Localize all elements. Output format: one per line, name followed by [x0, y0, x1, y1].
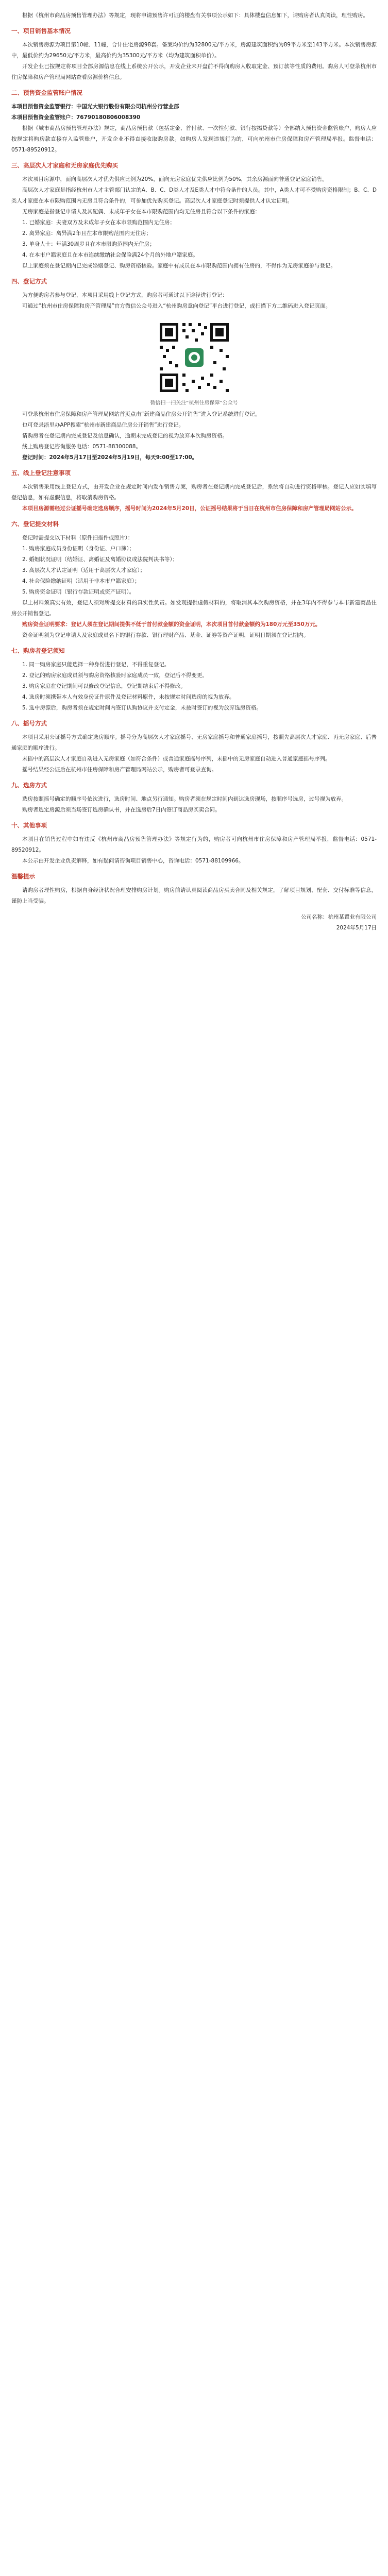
section-6-para-3: 资金证明须为登记申请人及家庭成员名下的银行存款、银行理财产品、基金、证券等资产证明，证明日期须在登记期内。 [22, 632, 309, 638]
list-item: 2. 离异家庭：离异满2年且在本市限购范围内无住房； [22, 230, 152, 236]
section-1-para-1: 本次销售房源为项目第10幢、11幢，合计住宅房源98套。备案均价约为32800元/平方米，房源建筑面积约为89平方米至143平方米。本次销售房源中，最低价约为29650元/平方米，最高价约为35300元/平方米（均为建筑面积单价）。 [11, 42, 377, 59]
list-item: 2. 婚姻状况证明（结婚证、离婚证及离婚协议或法院判决书等）； [22, 556, 178, 563]
section-4-para-1: 为方便购房者参与登记，本项目采用线上登记方式，购房者可通过以下途径进行登记： [22, 292, 228, 298]
section-6-para-1: 登记时需提交以下材料（原件扫描件或照片）： [22, 535, 133, 541]
company-name: 公司名称：杭州某置业有限公司 [301, 914, 377, 920]
intro-paragraph: 根据《杭州市商品房预售管理办法》等规定，现将申请预售许可证的楼盘有关事项公示如下：具体楼盘信息如下，请购房者认真阅读，理性购房。 [22, 12, 368, 19]
list-item: 1. 购房家庭成员身份证明（身份证、户口簿）； [22, 546, 135, 552]
section-6-list [11, 544, 377, 598]
list-item: 4. 在本市户籍家庭且在本市连续缴纳社会保险满24个月的外地户籍家庭。 [22, 252, 198, 258]
section-3-list [11, 217, 377, 261]
section-7-para-3: 3. 购房家庭在登记期间可以修改登记信息，登记期结束后不得修改。 [22, 683, 186, 689]
section-2-title: 二、预售资金监管账户情况 [11, 89, 82, 96]
section-6-para-2: 以上材料须真实有效，登记人须对所提交材料的真实性负责。如发现提供虚假材料的，将取消其本次购房资格，并在3年内不得参与本市新建商品住房公开销售登记。 [11, 600, 377, 617]
section-7-para-1: 1. 同一购房家庭只能选择一种身份进行登记，不得重复登记。 [22, 662, 170, 668]
section-9-title: 九、选房方式 [11, 782, 47, 789]
list-item: 1. 已婚家庭：夫妻双方及未成年子女在本市限购范围内无住房； [22, 219, 175, 226]
qr-caption: 微信扫一扫关注“杭州住房保障”公众号 [150, 400, 238, 406]
section-5-para-1: 本次销售采用线上登记方式，由开发企业在规定时间内发布销售方案，购房者在登记期内完成登记后，系统将自动进行资格审核。登记人应如实填写登记信息，如有虚假信息，将取消购房资格。 [11, 484, 377, 501]
list-item: 4. 社会保险缴纳证明（适用于非本市户籍家庭）； [22, 578, 140, 584]
section-11-para-1: 请购房者理性购房，根据自身经济状况合理安排购房计划。购房前请认真阅读商品房买卖合同及相关规定，了解项目规划、配套、交付标准等信息，谨防上当受骗。 [11, 887, 377, 904]
section-4b-para-1: 可登录杭州市住房保障和房产管理局网站首页点击“新建商品住房公开销售”进入登记系统进行登记。 [22, 411, 261, 417]
section-9-para-2: 购房者选定房源后须当场签订选房确认书，并在选房后7日内签订商品房买卖合同。 [22, 807, 221, 813]
section-2-para-1: 根据《城市商品房预售管理办法》规定，商品房预售款（包括定金、首付款、一次性付款、银行按揭贷款等）全部纳入预售资金监管账户，购房人应按规定将购房款直接存入监管账户，开发企业不得直接收取购房款。如购房人发现违规行为的，可向杭州市住房保障和房产管理局举报。监督电话：0571-89520912。 [11, 125, 377, 153]
section-10-para-2: 本公示由开发企业负责解释，如有疑问请咨询项目销售中心，咨询电话：0571-88109966。 [22, 858, 244, 864]
registration-time: 登记时间：2024年5月17日至2024年5月19日，每天9:00至17:00。 [22, 454, 198, 461]
section-5-highlight: 本项目房源需经过公证摇号确定选房顺序，摇号时间为2024年5月20日，公证摇号结果将于当日在杭州市住房保障和房产管理局网站公示。 [22, 505, 357, 512]
section-7-title: 七、购房者登记须知 [11, 647, 65, 654]
section-4b-para-4: 线上购房登记咨询服务电话：0571-88300088。 [22, 444, 141, 450]
publish-date: 2024年5月17日 [336, 925, 377, 931]
section-4-title: 四、登记方式 [11, 278, 47, 285]
section-1-title: 一、项目销售基本情况 [11, 27, 71, 35]
supervision-account: 本项目预售资金监管账户：76790180806008390 [11, 114, 141, 121]
section-4b-para-2: 也可登录浙里办APP搜索“杭州市新建商品住房公开销售”进行登记。 [22, 422, 184, 428]
list-item: 3. 单身人士：年满30周岁且在本市限购范围内无住房； [22, 241, 155, 247]
section-8-para-3: 摇号结果经公证后在杭州市住房保障和房产管理局网站公示，购房者可登录查询。 [22, 767, 217, 773]
section-3-title: 三、高层次人才家庭和无房家庭优先购买 [11, 162, 118, 169]
qr-code-block [11, 319, 377, 406]
list-item: 3. 高层次人才认定证明（适用于高层次人才家庭）； [22, 567, 146, 573]
section-4-para-2: 可通过“杭州市住房保障和房产管理局”官方微信公众号进入“杭州购房意向登记”平台进行登记，或扫描下方二维码进入登记页面。 [22, 303, 331, 309]
section-8-para-2: 未摇中的高层次人才家庭自动进入无房家庭（如符合条件）或普通家庭摇号序列，未摇中的无房家庭自动进入普通家庭摇号序列。 [22, 756, 331, 762]
section-6-highlight: 购房资金证明要求：登记人须在登记期间提供不低于首付款金额的资金证明，本次项目首付款金额约为180万元至350万元。 [22, 621, 321, 628]
section-7-para-2: 2. 登记的购房家庭成员须与购房资格核验时家庭成员一致，登记后不得变更。 [22, 672, 208, 679]
qr-code-image[interactable] [156, 319, 233, 396]
section-3-para-2: 高层次人才家庭是指经杭州市人才主管部门认定的A、B、C、D类人才及E类人才中符合条件的人员。其中，A类人才可不受购房资格限制；B、C、D类人才家庭在本市限购范围内无房且符合条件的，可参加优先购买登记。高层次人才家庭登记时须提供人才认定证明。 [11, 187, 377, 204]
section-3-para-3: 无房家庭是指登记申请人及其配偶、未成年子女在本市限购范围内均无住房且符合以下条件的家庭： [22, 209, 260, 215]
section-1-para-2: 开发企业已按规定将项目全部房源信息在线上系统公开公示，开发企业未开盘前不得向购房人收取定金、预订款等性质的费用。购房人可登录杭州市住房保障和房产管理局网站查看房源价格信息。 [11, 63, 377, 80]
section-8-para-1: 本项目采用公证摇号方式确定选房顺序。摇号分为高层次人才家庭摇号、无房家庭摇号和普通家庭摇号，按照先高层次人才家庭、再无房家庭、后普通家庭的顺序进行。 [11, 734, 377, 751]
section-3-para-1: 本次项目房源中，面向高层次人才优先供应比例为20%，面向无房家庭优先供应比例为50%，其余房源面向普通登记家庭销售。 [22, 176, 328, 182]
section-10-para-1: 本项目在销售过程中如有违反《杭州市商品房预售管理办法》等规定行为的，购房者可向杭州市住房保障和房产管理局举报，监督电话：0571-89520912。 [11, 836, 377, 853]
section-11-title: 温馨提示 [11, 873, 35, 880]
list-item: 5. 购房资金证明（银行存款证明或资产证明）。 [22, 589, 135, 595]
section-5-title: 五、线上登记注意事项 [11, 469, 71, 477]
section-7-para-5: 5. 选中房源后，购房者须在规定时间内签订认购协议并支付定金，未按时签订的视为放弃选房资格。 [22, 705, 262, 711]
footer-signature [11, 912, 377, 934]
section-6-title: 六、登记提交材料 [11, 520, 59, 528]
section-9-para-1: 选房按照摇号确定的顺序号依次进行，选房时间、地点另行通知。购房者须在规定时间内到达选房现场，按顺序号选房，过号视为放弃。 [22, 796, 347, 802]
section-3-para-4: 以上家庭须在登记期内已完成婚姻登记、购房资格核验。家庭中有成员在本市限购范围内拥有住房的，不得作为无房家庭参与登记。 [22, 263, 336, 269]
section-10-title: 十、其他事项 [11, 822, 47, 829]
section-8-title: 八、摇号方式 [11, 720, 47, 727]
section-4b-para-3: 请购房者在登记期内完成登记及信息确认，逾期未完成登记的视为放弃本次购房资格。 [22, 433, 228, 439]
supervision-bank: 本项目预售资金监管银行：中国光大银行股份有限公司杭州分行营业部 [11, 104, 179, 110]
section-7-para-4: 4. 选房时须携带本人有效身份证件原件及登记材料原件，未按规定时间选房的视为放弃。 [22, 694, 235, 700]
